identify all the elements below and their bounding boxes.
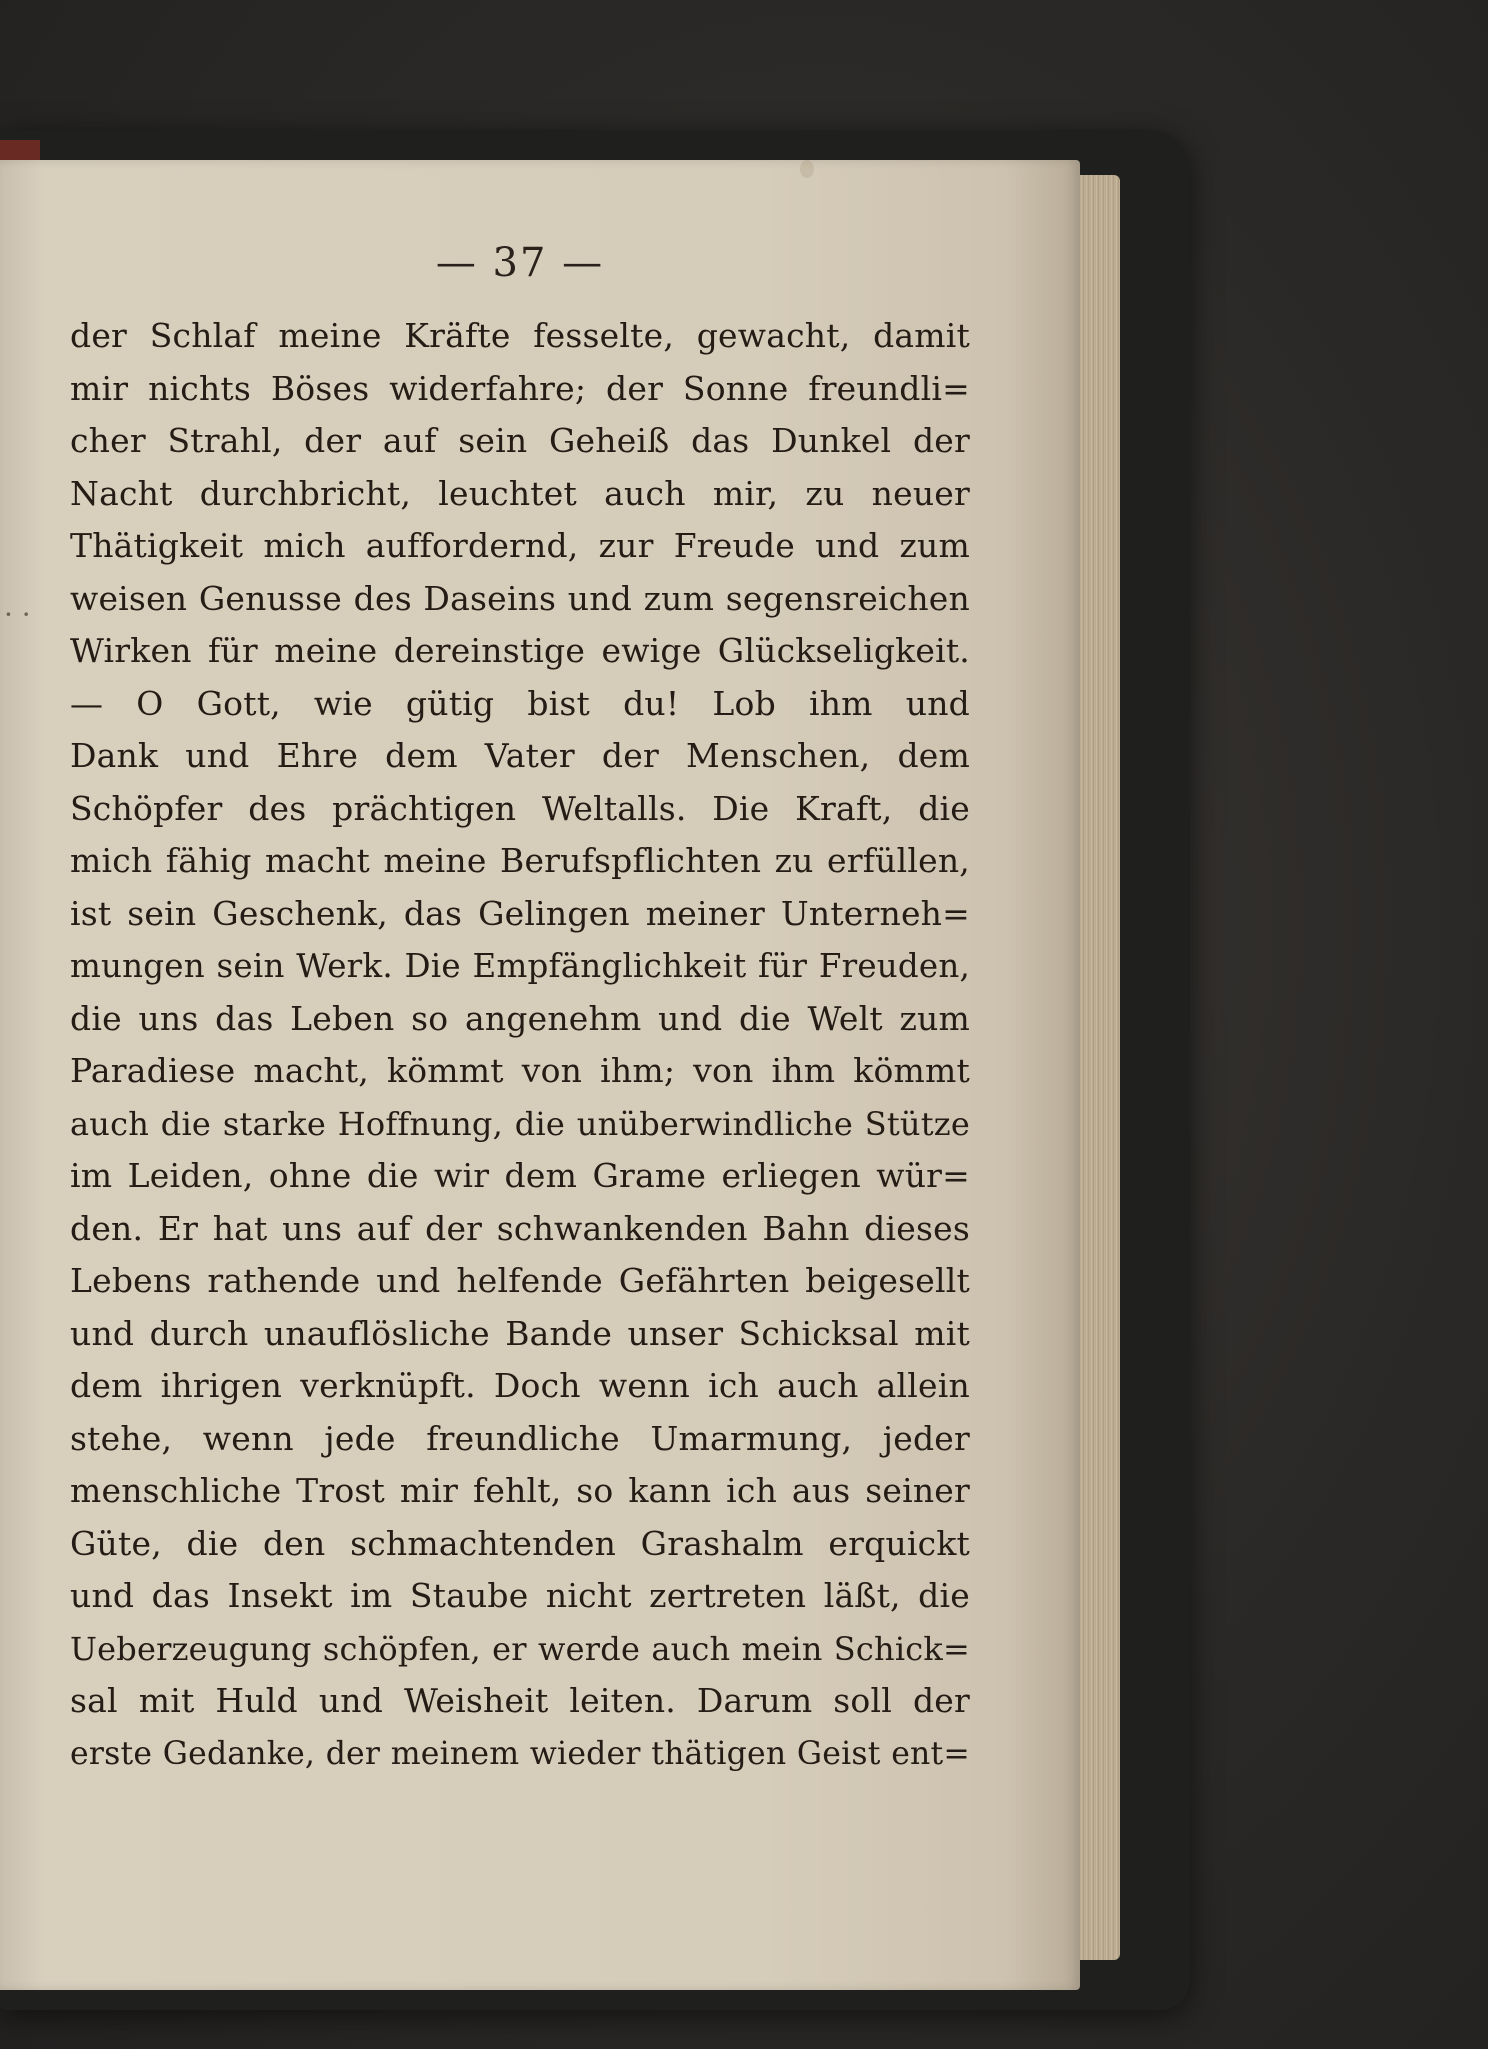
- text-line: im Leiden, ohne die wir dem Grame erliegen wür=: [70, 1156, 970, 1195]
- text-line: menschliche Trost mir fehlt, so kann ich aus seiner: [70, 1471, 970, 1510]
- text-line: Thätigkeit mich auffordernd, zur Freude und zum: [70, 526, 970, 565]
- paper-stain: [800, 160, 814, 178]
- margin-mark: · ·: [4, 598, 31, 631]
- text-line: dem ihrigen verknüpft. Doch wenn ich auch allein: [70, 1366, 970, 1405]
- page-number: — 37 —: [435, 240, 605, 286]
- text-line: mir nichts Böses widerfahre; der Sonne freundli=: [70, 368, 970, 408]
- text-line: und durch unauflösliche Bande unser Schicksal mit: [70, 1313, 970, 1353]
- text-line: und das Insekt im Staube nicht zertreten läßt, die: [70, 1576, 970, 1615]
- body-text: [70, 310, 970, 1780]
- text-line: weisen Genusse des Daseins und zum segensreichen: [70, 578, 970, 618]
- text-line: stehe, wenn jede freundliche Umarmung, jeder: [70, 1418, 970, 1458]
- text-line: die uns das Leben so angenehm und die Welt zum: [70, 998, 970, 1038]
- text-line: mich fähig macht meine Berufspflichten zu erfüllen,: [70, 841, 970, 880]
- text-line: cher Strahl, der auf sein Geheiß das Dunkel der: [70, 421, 970, 460]
- text-line: Güte, die den schmachtenden Grashalm erquickt: [70, 1523, 970, 1563]
- text-line: Schöpfer des prächtigen Weltalls. Die Kraft, die: [70, 788, 970, 828]
- text-line: Nacht durchbricht, leuchtet auch mir, zu neuer: [70, 473, 970, 513]
- text-line: Dank und Ehre dem Vater der Menschen, dem: [70, 736, 970, 775]
- text-line: mungen sein Werk. Die Empfänglichkeit für Freuden,: [70, 947, 970, 985]
- text-line: — O Gott, wie gütig bist du! Lob ihm und: [70, 683, 970, 723]
- text-line: ist sein Geschenk, das Gelingen meiner Unterneh=: [70, 893, 970, 933]
- text-line: Wirken für meine dereinstige ewige Glückseligkeit.: [70, 631, 970, 670]
- text-line: Ueberzeugung schöpfen, er werde auch mein Schick=: [70, 1629, 970, 1668]
- text-line: erste Gedanke, der meinem wieder thätigen Geist ent=: [70, 1735, 970, 1772]
- text-line: der Schlaf meine Kräfte fesselte, gewacht, damit: [70, 316, 970, 355]
- text-line: auch die starke Hoffnung, die unüberwindliche Stütze: [70, 1104, 970, 1143]
- text-line: den. Er hat uns auf der schwankenden Bahn dieses: [70, 1208, 970, 1248]
- text-line: Lebens rathende und helfende Gefährten beigesellt: [70, 1261, 970, 1300]
- text-line: sal mit Huld und Weisheit leiten. Darum soll der: [70, 1681, 970, 1720]
- text-line: Paradiese macht, kömmt von ihm; von ihm kömmt: [70, 1051, 970, 1090]
